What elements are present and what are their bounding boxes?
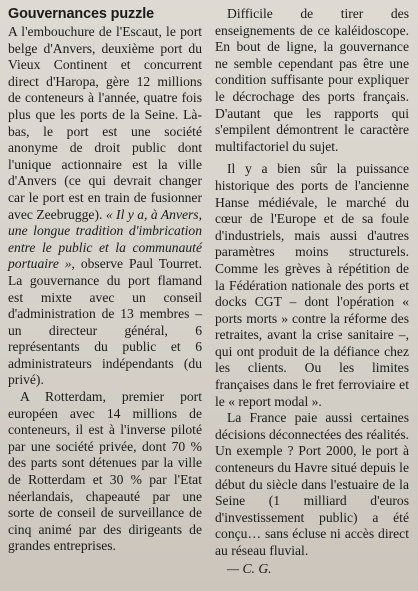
paragraph-france-decisions: La France paie aussi certaines décisions déconnectées des réalités. Un exemple ? Port 2000, le port à conteneurs du Havre situé depuis le début du siècle dans l'estuaire de la Seine (1 milliard d'euros d'investissement public) a été conçu… sans écluse ni accès direct au réseau fluvial. xyxy=(215,410,410,558)
paragraph-anvers xyxy=(8,24,202,389)
article-column-right xyxy=(215,6,409,591)
paragraph-hanse: Il y a bien sûr la puissance historique des ports de l'ancienne Hanse médiévale, le marché du cœur de l'Europe et de sa foule d'industriels, mais aussi d'autres paramètres moins structurels. Comme les grèves à répétition de la Fédération nationale des ports et docks CGT – dont l'opération « ports morts » contre la réforme des retraites, avant la crise sanitaire –, qui ont produit de la défiance chez les clients. Ou les limites françaises dans le fret ferroviaire et le « report modal ». xyxy=(215,161,409,409)
article-headline: Gouvernances puzzle xyxy=(8,6,155,22)
article-signature: — C. G. xyxy=(227,560,272,576)
quote-anvers: « Il y a, à Anvers, une longue tradition d'imbrication entre le public et la communauté portuaire » xyxy=(8,206,202,272)
article-column-left xyxy=(8,6,202,591)
paragraph-kaleidoscope: Difficile de tirer des enseignements de ce kaléidoscope. En bout de ligne, la gouvernance ne semble cependant pas être une condition suffisante pour expliquer le décrochage des ports français. D'autant que les rapports qui s'empilent démontrent le caractère multifactoriel du sujet. xyxy=(215,6,409,154)
paragraph-anvers-text: A l'embouchure de l'Escaut, le port belge d'Anvers, deuxième port du Vieux Continent et concurrent direct d'Haropa, gère 12 millions de conteneurs à l'année, quatre fois plus que les ports de la Seine. Là-bas, le port est une société anonyme de droit public dont l'unique actionnaire est la ville d'Anvers (ce qui devrait changer car le port est en train de fusionner avec Zeebrugge). « Il y a, à Anvers, une longue tradition d'imbrication entre le public et la communauté portuaire », observe Paul Tourret. La gouvernance du port flamand est mixte avec un conseil d'administration de 13 membres – un directeur général, 6 représentants du public et 6 administrateurs indépendants (du privé). xyxy=(8,24,202,388)
paragraph-rotterdam: A Rotterdam, premier port européen avec 14 millions de conteneurs, il est à l'inverse piloté par une société privée, dont 70 % des parts sont détenues par la ville de Rotterdam et 30 % par l'Etat néerlandais, chapeauté par une sorte de conseil de surveillance de cinq animé par des dirigeants de grandes entreprises. xyxy=(8,389,202,554)
